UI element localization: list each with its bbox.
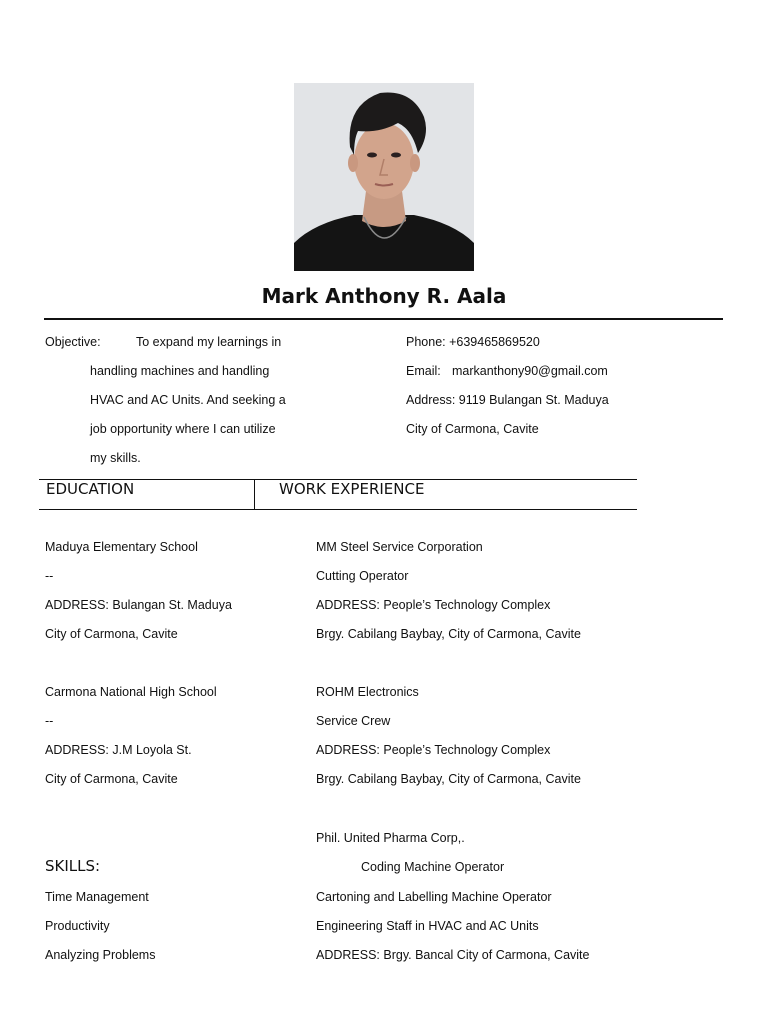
skill-item-1: Time Management [45,890,149,904]
contact-email: markanthony90@gmail.com [452,364,608,378]
education-1-address: ADDRESS: Bulangan St. Maduya [45,598,232,612]
work-experience-heading: WORK EXPERIENCE [279,480,425,498]
work-3-role-3: Engineering Staff in HVAC and AC Units [316,919,539,933]
work-2-company: ROHM Electronics [316,685,419,699]
contact-email-label: Email: [406,364,441,378]
work-3-company: Phil. United Pharma Corp,. [316,831,465,845]
person-portrait-icon [294,83,474,271]
skill-item-3: Analyzing Problems [45,948,156,962]
skill-item-2: Productivity [45,919,110,933]
work-2-city: Brgy. Cabilang Baybay, City of Carmona, Cavite [316,772,581,786]
section-header-bottom-rule [39,509,637,510]
work-3-role-2: Cartoning and Labelling Machine Operator [316,890,552,904]
contact-address-line-2: City of Carmona, Cavite [406,422,539,436]
work-1-city: Brgy. Cabilang Baybay, City of Carmona, Cavite [316,627,581,641]
objective-line-4: job opportunity where I can utilize [90,422,276,436]
work-3-role-1: Coding Machine Operator [361,860,505,874]
work-1-role: Cutting Operator [316,569,409,583]
contact-address-line-1: Address: 9119 Bulangan St. Maduya [406,393,609,407]
education-2-address: ADDRESS: J.M Loyola St. [45,743,192,757]
education-2-school: Carmona National High School [45,685,217,699]
education-1-city: City of Carmona, Cavite [45,627,178,641]
skills-heading: SKILLS: [45,857,101,875]
work-1-company: MM Steel Service Corporation [316,540,483,554]
work-1-address: ADDRESS: People’s Technology Complex [316,598,551,612]
section-header-divider [254,479,255,509]
education-1-school: Maduya Elementary School [45,540,198,554]
work-2-role: Service Crew [316,714,391,728]
objective-line-5: my skills. [90,451,141,465]
profile-photo [294,83,474,271]
objective-line-2: handling machines and handling [90,364,270,378]
contact-phone: Phone: +639465869520 [406,335,540,349]
work-3-address: ADDRESS: Brgy. Bancal City of Carmona, Cavite [316,948,590,962]
objective-line-3: HVAC and AC Units. And seeking a [90,393,286,407]
education-1-dash: -- [45,569,54,583]
education-2-dash: -- [45,714,54,728]
work-2-address: ADDRESS: People’s Technology Complex [316,743,551,757]
applicant-name: Mark Anthony R. Aala [261,284,507,308]
education-2-city: City of Carmona, Cavite [45,772,178,786]
objective-line-1: To expand my learnings in [136,335,282,349]
objective-label: Objective: [45,335,101,349]
education-heading: EDUCATION [46,480,135,498]
header-divider [44,318,723,320]
